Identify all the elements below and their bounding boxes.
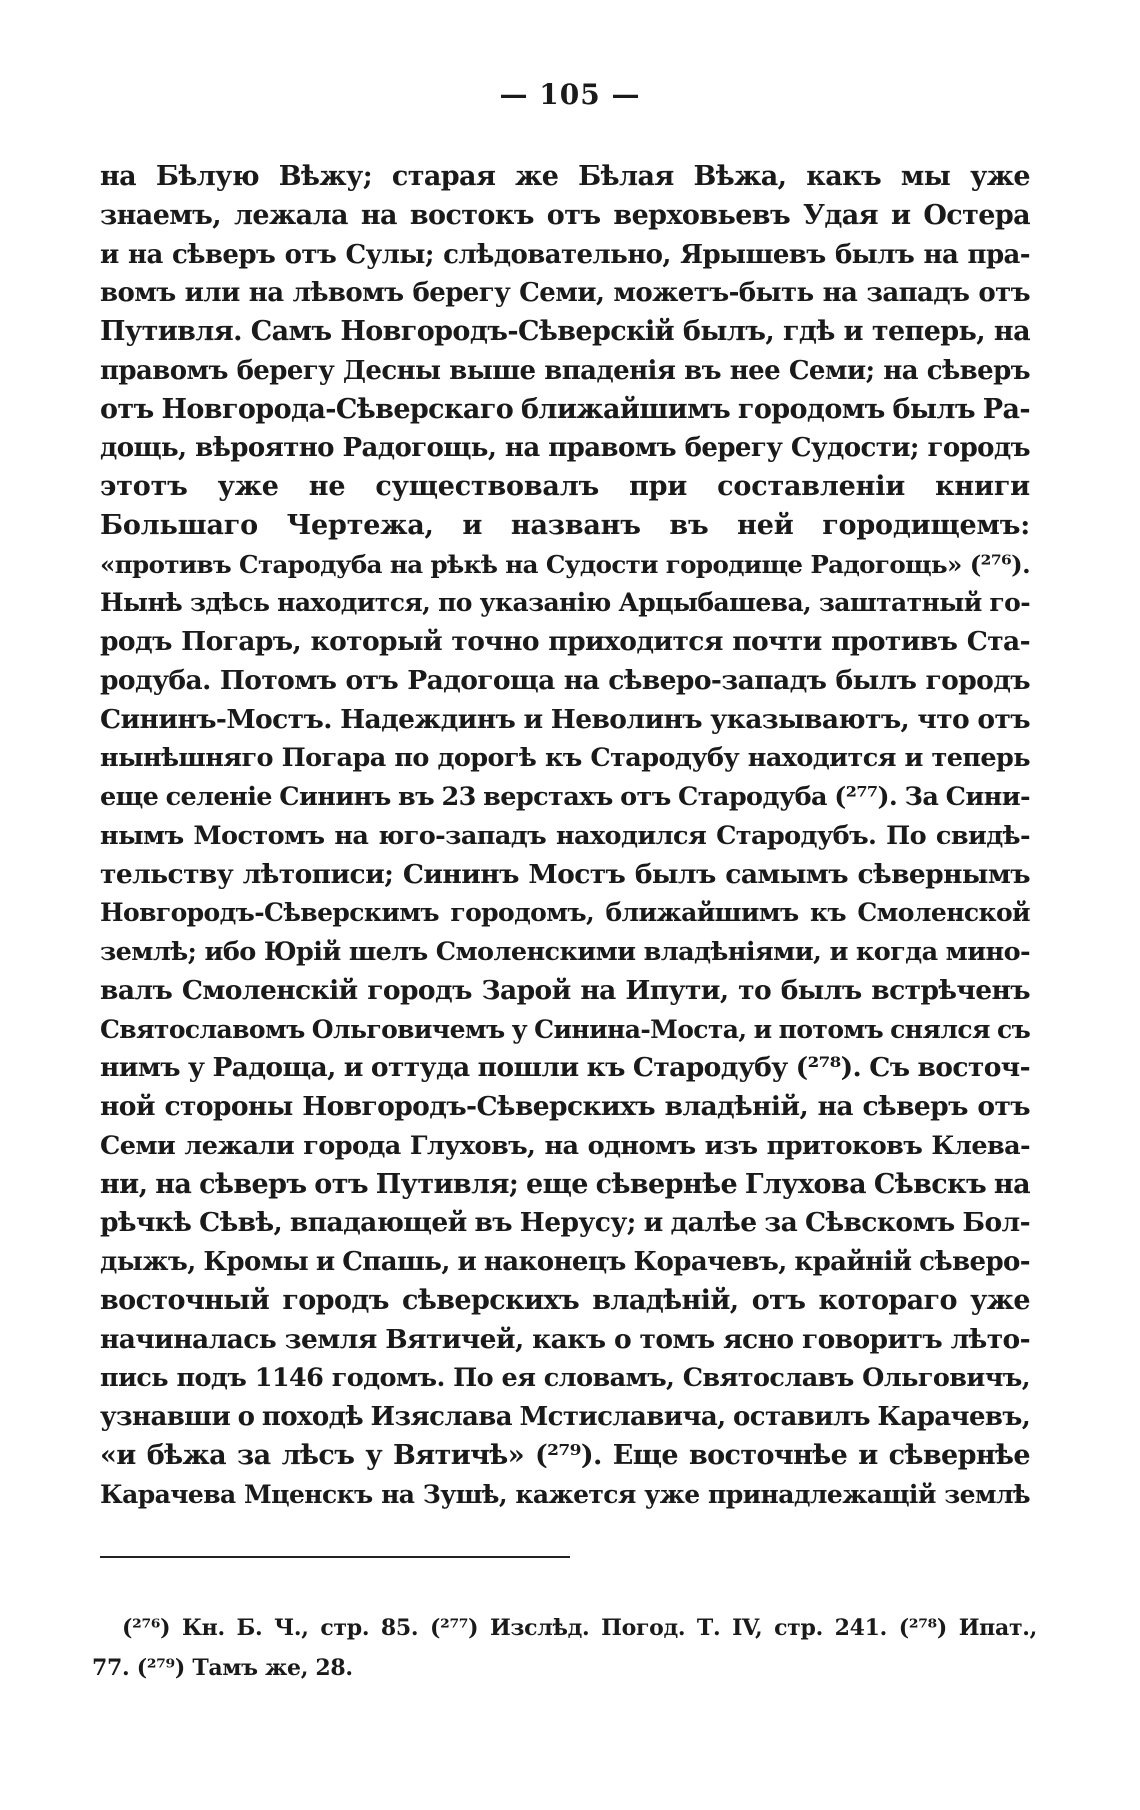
text-line: Сининъ-Мостъ. Надеждинъ и Неволинъ указываютъ, что отъ	[100, 703, 1030, 735]
text-line: валъ Смоленскій городъ Зарой на Ипути, то былъ встрѣченъ	[100, 974, 1030, 1006]
text-line: родуба. Потомъ отъ Радогоща на сѣверо-западъ былъ городъ	[100, 664, 1030, 696]
text-line: Путивля. Самъ Новгородъ-Сѣверскій былъ, гдѣ и теперь, на	[100, 316, 1030, 347]
text-line: землѣ; ибо Юрій шелъ Смоленскими владѣніями, и когда мино-	[100, 937, 1030, 967]
text-line: Карачева Мценскъ на Зушѣ, кажется уже принадлежащій землѣ	[100, 1479, 1030, 1509]
footnote-rule	[100, 1556, 570, 1558]
text-line: нымъ Мостомъ на юго-западъ находился Стародубъ. По свидѣ-	[100, 820, 1030, 851]
text-line: этотъ уже не существовалъ при составленіи книги	[100, 471, 1030, 502]
text-line: правомъ берегу Десны выше впаденія въ нее Семи; на сѣверъ	[100, 355, 1030, 386]
text-line: начиналась земля Вятичей, какъ о томъ ясно говоритъ лѣто-	[100, 1323, 1030, 1355]
text-line: и на сѣверъ отъ Сулы; слѣдовательно, Ярышевъ былъ на пра-	[100, 239, 1030, 270]
text-line: родъ Погаръ, который точно приходится почти противъ Ста-	[100, 626, 1030, 657]
text-line: отъ Новгорода-Сѣверскаго ближайшимъ городомъ былъ Ра-	[100, 393, 1030, 425]
text-line: дыжъ, Кромы и Спашь, и наконецъ Корачевъ, крайній сѣверо-	[100, 1247, 1030, 1277]
text-line: Большаго Чертежа, и названъ въ ней городищемъ:	[100, 509, 1030, 541]
text-line: тельству лѣтописи; Сининъ Мостъ былъ самымъ сѣвернымъ	[100, 858, 1030, 890]
text-line: «и бѣжа за лѣсъ у Вятичѣ» (²⁷⁹). Еще восточнѣе и сѣвернѣе	[100, 1439, 1030, 1471]
text-line: рѣчкѣ Сѣвѣ, впадающей въ Нерусу; и далѣе за Сѣвскомъ Бол-	[100, 1207, 1030, 1239]
footnotes	[92, 1608, 1037, 1688]
text-line: ной стороны Новгородъ-Сѣверскихъ владѣній, на сѣверъ отъ	[100, 1091, 1030, 1122]
text-line: Новгородъ-Сѣверскимъ городомъ, ближайшимъ къ Смоленской	[100, 898, 1030, 928]
text-line: нимъ у Радоща, и оттуда пошли къ Стародубу (²⁷⁸). Съ восточ-	[100, 1052, 1030, 1084]
text-line: Семи лежали города Глуховъ, на одномъ изъ притоковъ Клева-	[100, 1130, 1030, 1161]
text-line: нынѣшняго Погара по дорогѣ къ Стародубу находится и теперь	[100, 743, 1030, 774]
text-line: «противъ Стародуба на рѣкѣ на Судости городище Радогощь» (²⁷⁶).	[100, 549, 1030, 579]
footnote-line: 77. (²⁷⁹) Тамъ же, 28.	[92, 1655, 353, 1681]
text-line: восточный городъ сѣверскихъ владѣній, отъ котораго уже	[100, 1284, 1030, 1316]
body-text	[100, 158, 1030, 1514]
text-line: дощь, вѣроятно Радогощь, на правомъ берегу Судости; городъ	[100, 433, 1030, 464]
text-line: вомъ или на лѣвомъ берегу Семи, можетъ-быть на западъ отъ	[100, 278, 1030, 309]
text-line: еще селеніе Сининъ въ 23 верстахъ отъ Стародуба (²⁷⁷). За Сини-	[100, 782, 1030, 812]
text-line: Нынѣ здѣсь находится, по указанію Арцыбашева, заштатный го-	[100, 588, 1030, 618]
page-number: — 105 —	[499, 78, 641, 111]
text-line: знаемъ, лежала на востокъ отъ верховьевъ Удая и Остера	[100, 199, 1030, 231]
text-line: на Бѣлую Вѣжу; старая же Бѣлая Вѣжа, какъ мы уже	[100, 161, 1030, 192]
text-line: ни, на сѣверъ отъ Путивля; еще сѣвернѣе Глухова Сѣвскъ на	[100, 1168, 1030, 1200]
text-line: узнавши о походѣ Изяслава Мстиславича, оставилъ Карачевъ,	[100, 1402, 1031, 1432]
footnote-line: (²⁷⁶) Кн. Б. Ч., стр. 85. (²⁷⁷) Изслѣд. Погод. Т. IV, стр. 241. (²⁷⁸) Ипат.,	[122, 1615, 1037, 1641]
text-line: пись подъ 1146 годомъ. По ея словамъ, Святославъ Ольговичъ,	[100, 1363, 1030, 1394]
text-line: Святославомъ Ольговичемъ у Синина-Моста, и потомъ снялся съ	[100, 1014, 1031, 1044]
